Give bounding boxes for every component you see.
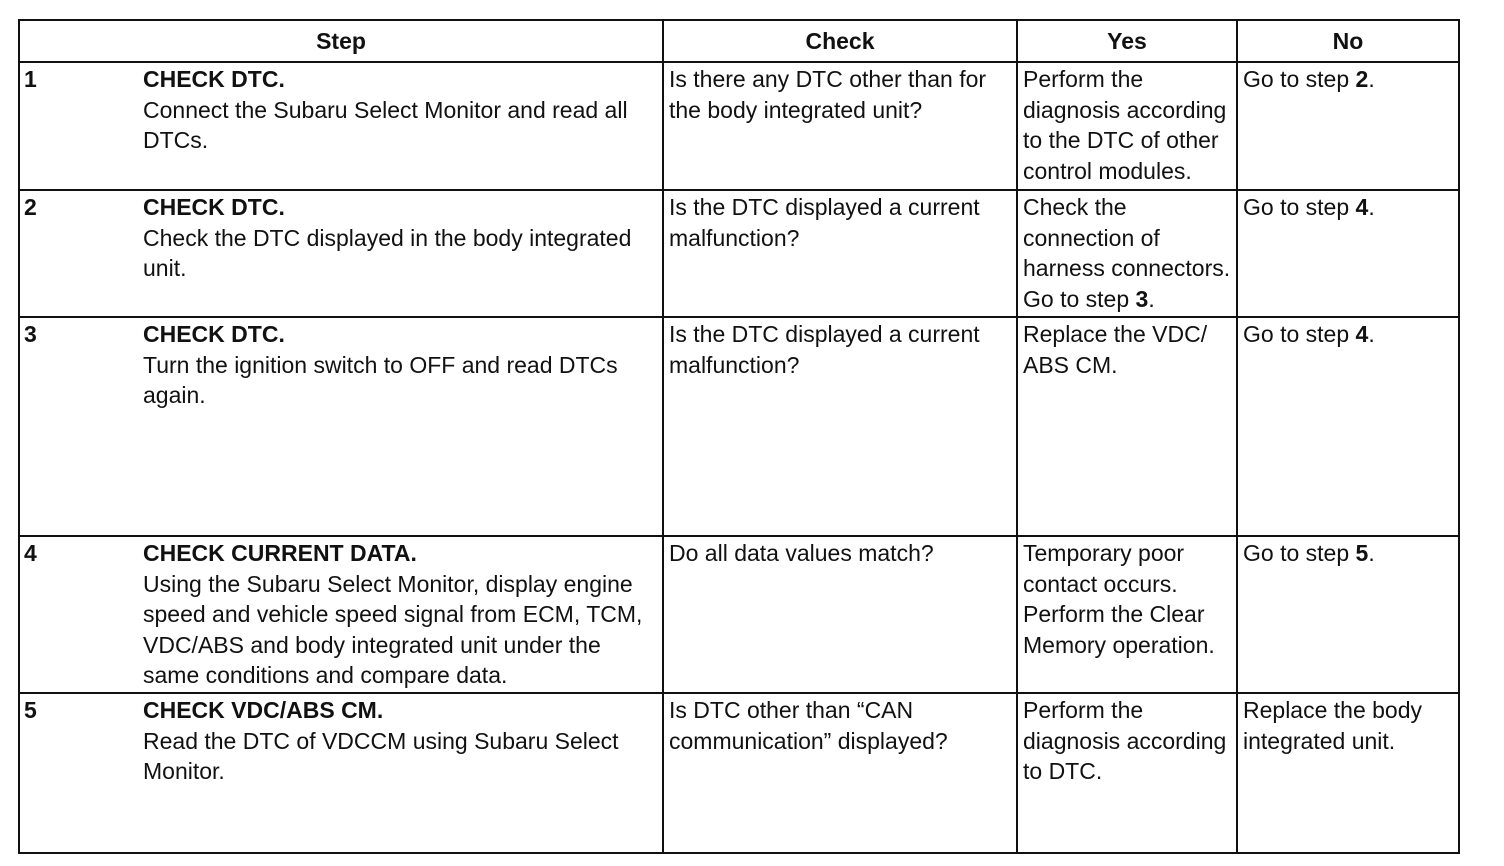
no-suffix: .	[1368, 194, 1375, 220]
check-cell	[663, 317, 1017, 536]
step-cell	[19, 190, 663, 317]
step-title: CHECK CURRENT DATA.	[143, 540, 417, 566]
yes-text	[1018, 191, 1236, 314]
no-cell	[1237, 190, 1459, 317]
step-cell	[19, 693, 663, 853]
no-step-ref: 4	[1355, 321, 1369, 347]
step-number: 5	[24, 697, 37, 723]
check-cell	[663, 693, 1017, 853]
check-cell	[663, 62, 1017, 190]
step-description: Read the DTC of VDCCM using Subaru Select Monitor.	[143, 727, 619, 784]
header-no: No	[1237, 20, 1459, 62]
step-cell	[19, 62, 663, 190]
step-title: CHECK DTC.	[143, 194, 285, 220]
yes-cell	[1017, 62, 1237, 190]
check-cell	[663, 190, 1017, 317]
no-prefix: Go to step	[1243, 66, 1356, 92]
table-row	[19, 62, 1459, 190]
no-prefix: Go to step	[1243, 540, 1356, 566]
no-cell	[1237, 62, 1459, 190]
step-description: Connect the Subaru Select Monitor and read all DTCs.	[143, 96, 628, 153]
yes-cell	[1017, 693, 1237, 853]
no-suffix: .	[1368, 321, 1375, 347]
no-cell	[1237, 317, 1459, 536]
header-yes: Yes	[1017, 20, 1237, 62]
header-check: Check	[663, 20, 1017, 62]
no-suffix: .	[1368, 66, 1375, 92]
yes-cell	[1017, 190, 1237, 317]
step-number: 2	[24, 194, 37, 220]
no-prefix: Go to step	[1243, 194, 1356, 220]
yes-text: Replace the VDC/ ABS CM.	[1023, 321, 1208, 378]
step-title: CHECK DTC.	[143, 321, 285, 347]
no-suffix: .	[1368, 540, 1375, 566]
step-number: 1	[24, 66, 37, 92]
yes-text: Perform the diagnosis according to DTC.	[1023, 697, 1227, 784]
no-prefix: Go to step	[1243, 321, 1356, 347]
table-header-row	[19, 20, 1459, 62]
yes-cell	[1017, 536, 1237, 693]
no-text: Replace the body integrated unit.	[1243, 697, 1423, 754]
check-text: Is the DTC displayed a current malfunction?	[669, 321, 980, 378]
step-title: CHECK DTC.	[143, 66, 285, 92]
yes-text: Temporary poor contact occurs. Perform the Clear Memory operation.	[1023, 540, 1215, 658]
step-description: Turn the ignition switch to OFF and read DTCs again.	[143, 351, 618, 408]
no-step-ref: 4	[1355, 194, 1369, 220]
header-step: Step	[19, 20, 663, 62]
no-text	[1238, 318, 1458, 350]
step-description: Check the DTC displayed in the body integrated unit.	[143, 224, 632, 281]
step-description: Using the Subaru Select Monitor, display engine speed and vehicle speed signal from ECM, TCM, VDC/ABS and body integrated unit under the same conditions and compare data.	[143, 570, 643, 688]
check-text: Is the DTC displayed a current malfunction?	[669, 194, 980, 251]
step-number: 4	[24, 540, 37, 566]
check-text: Is there any DTC other than for the body integrated unit?	[669, 66, 987, 123]
yes-text: Perform the diagnosis according to the DTC of other control modules.	[1023, 66, 1227, 184]
diagnostic-procedure-table	[18, 19, 1460, 854]
step-cell	[19, 317, 663, 536]
no-cell	[1237, 693, 1459, 853]
no-text	[1238, 63, 1458, 95]
check-text: Is DTC other than “CAN communication” displayed?	[669, 697, 948, 754]
table-row	[19, 693, 1459, 853]
yes-step-ref: 3	[1135, 285, 1149, 312]
yes-suffix: .	[1148, 285, 1155, 312]
table-row	[19, 317, 1459, 536]
table-row	[19, 536, 1459, 693]
step-title: CHECK VDC/ABS CM.	[143, 697, 384, 723]
no-step-ref: 5	[1355, 540, 1369, 566]
yes-prefix: Check the connection of harness connectors. Go to step	[1023, 194, 1231, 312]
no-text	[1238, 537, 1458, 569]
check-text: Do all data values match?	[669, 540, 934, 566]
no-step-ref: 2	[1355, 66, 1369, 92]
table-row	[19, 190, 1459, 317]
no-text	[1238, 191, 1458, 223]
step-number: 3	[24, 321, 37, 347]
yes-cell	[1017, 317, 1237, 536]
step-cell	[19, 536, 663, 693]
no-cell	[1237, 536, 1459, 693]
check-cell	[663, 536, 1017, 693]
